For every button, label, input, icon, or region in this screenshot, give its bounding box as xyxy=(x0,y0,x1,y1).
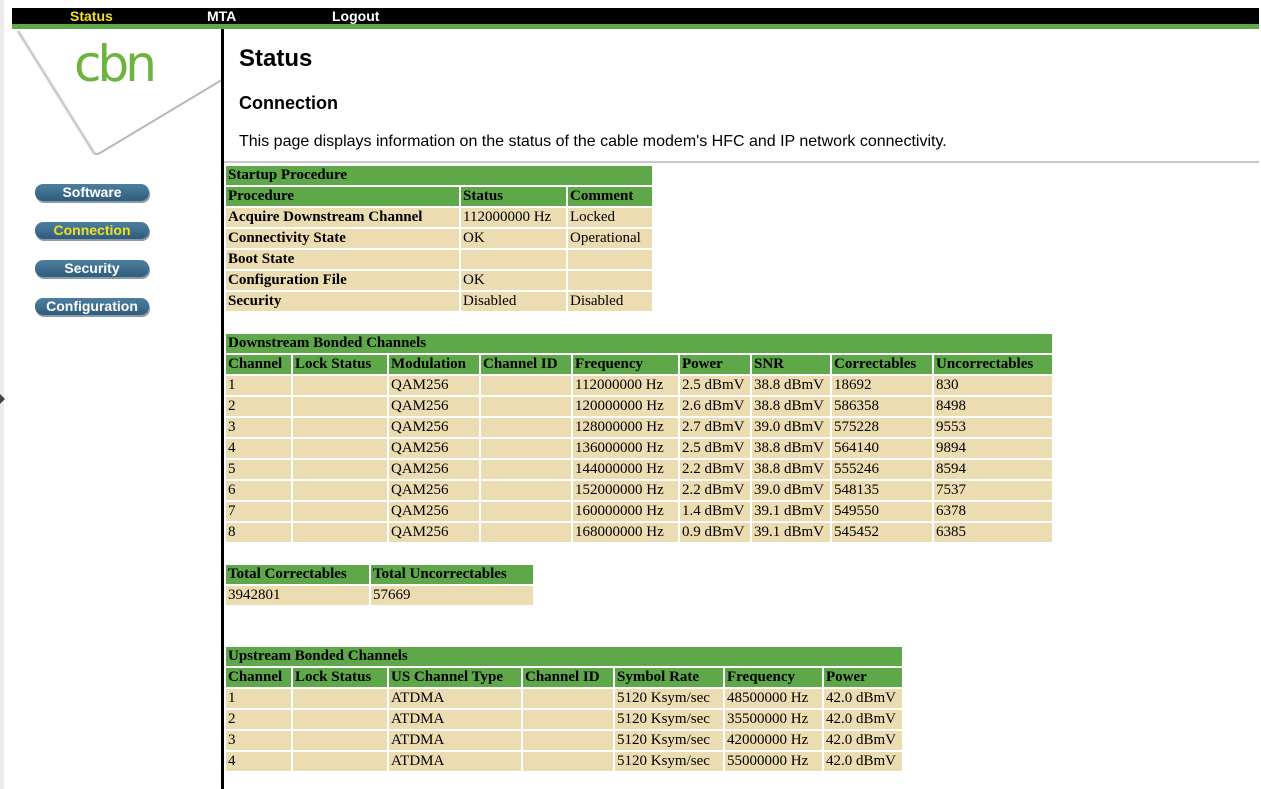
snr-cell: 39.1 dBmV xyxy=(752,502,830,521)
table-row xyxy=(226,460,1052,479)
upstream-table-caption: Upstream Bonded Channels xyxy=(226,647,902,666)
symbol-rate-cell: 5120 Ksym/sec xyxy=(615,710,723,729)
modulation-cell: QAM256 xyxy=(389,502,479,521)
downstream-header-correctables: Correctables xyxy=(832,355,932,374)
uncorrectables-cell: 6378 xyxy=(934,502,1052,521)
power-cell: 2.5 dBmV xyxy=(680,439,750,458)
channel-id-cell xyxy=(481,523,571,542)
table-row xyxy=(226,229,652,248)
channel-cell: 3 xyxy=(226,418,291,437)
lock-status-cell xyxy=(293,439,387,458)
nav-status-link[interactable]: Status xyxy=(70,8,113,24)
lock-status-cell xyxy=(293,481,387,500)
frequency-cell: 144000000 Hz xyxy=(573,460,678,479)
startup-comment-cell: Disabled xyxy=(568,292,652,311)
downstream-table-caption: Downstream Bonded Channels xyxy=(226,334,1052,353)
upstream-header-channel-id: Channel ID xyxy=(523,668,613,687)
correctables-cell: 548135 xyxy=(832,481,932,500)
power-cell: 2.6 dBmV xyxy=(680,397,750,416)
startup-comment-cell xyxy=(568,250,652,269)
lock-status-cell xyxy=(293,460,387,479)
upstream-header-frequency: Frequency xyxy=(725,668,822,687)
channel-id-cell xyxy=(481,418,571,437)
top-navigation-bar xyxy=(12,8,1259,24)
power-cell: 2.7 dBmV xyxy=(680,418,750,437)
table-row xyxy=(226,523,1052,542)
downstream-header-modulation: Modulation xyxy=(389,355,479,374)
uncorrectables-cell: 8498 xyxy=(934,397,1052,416)
correctables-cell: 575228 xyxy=(832,418,932,437)
lock-status-cell xyxy=(293,752,387,771)
downstream-header-channel: Channel xyxy=(226,355,291,374)
sidebar-configuration-button[interactable]: Configuration xyxy=(35,298,149,315)
total-uncorrectables-value: 57669 xyxy=(371,586,533,605)
channel-id-cell xyxy=(481,460,571,479)
table-row xyxy=(226,418,1052,437)
startup-status-cell: OK xyxy=(461,271,566,290)
channel-id-cell xyxy=(481,439,571,458)
startup-status-cell: Disabled xyxy=(461,292,566,311)
channel-id-cell xyxy=(523,752,613,771)
snr-cell: 39.0 dBmV xyxy=(752,481,830,500)
channel-id-cell xyxy=(481,376,571,395)
channel-id-cell xyxy=(523,710,613,729)
uncorrectables-cell: 830 xyxy=(934,376,1052,395)
table-row xyxy=(226,481,1052,500)
table-row xyxy=(226,208,652,227)
table-row xyxy=(226,752,902,771)
correctables-cell: 555246 xyxy=(832,460,932,479)
channel-cell: 7 xyxy=(226,502,291,521)
sidebar-software-button[interactable]: Software xyxy=(35,184,149,201)
lock-status-cell xyxy=(293,710,387,729)
startup-comment-cell: Operational xyxy=(568,229,652,248)
correctables-cell: 549550 xyxy=(832,502,932,521)
startup-procedure-cell: Security xyxy=(226,292,459,311)
sidebar-connection-button[interactable]: Connection xyxy=(35,222,149,239)
frequency-cell: 48500000 Hz xyxy=(725,689,822,708)
modulation-cell: QAM256 xyxy=(389,418,479,437)
frequency-cell: 35500000 Hz xyxy=(725,710,822,729)
modulation-cell: QAM256 xyxy=(389,523,479,542)
modulation-cell: QAM256 xyxy=(389,481,479,500)
uncorrectables-cell: 9553 xyxy=(934,418,1052,437)
channel-id-cell xyxy=(523,731,613,750)
lock-status-cell xyxy=(293,689,387,708)
snr-cell: 39.1 dBmV xyxy=(752,523,830,542)
startup-status-cell xyxy=(461,250,566,269)
lock-status-cell xyxy=(293,731,387,750)
downstream-header-channel-id: Channel ID xyxy=(481,355,571,374)
lock-status-cell xyxy=(293,523,387,542)
table-row xyxy=(226,502,1052,521)
totals-header-uncorrectables: Total Uncorrectables xyxy=(371,565,533,584)
symbol-rate-cell: 5120 Ksym/sec xyxy=(615,689,723,708)
startup-header-comment: Comment xyxy=(568,187,652,206)
startup-procedure-cell: Boot State xyxy=(226,250,459,269)
startup-comment-cell: Locked xyxy=(568,208,652,227)
channel-cell: 3 xyxy=(226,731,291,750)
us-channel-type-cell: ATDMA xyxy=(389,689,521,708)
frequency-cell: 136000000 Hz xyxy=(573,439,678,458)
channel-cell: 4 xyxy=(226,752,291,771)
frequency-cell: 112000000 Hz xyxy=(573,376,678,395)
snr-cell: 38.8 dBmV xyxy=(752,439,830,458)
upstream-header-power: Power xyxy=(824,668,902,687)
startup-procedure-cell: Acquire Downstream Channel xyxy=(226,208,459,227)
frequency-cell: 160000000 Hz xyxy=(573,502,678,521)
nav-mta-link[interactable]: MTA xyxy=(207,8,237,24)
table-row xyxy=(226,731,902,750)
channel-cell: 4 xyxy=(226,439,291,458)
table-row xyxy=(226,271,652,290)
snr-cell: 38.8 dBmV xyxy=(752,460,830,479)
channel-id-cell xyxy=(481,502,571,521)
startup-status-cell: OK xyxy=(461,229,566,248)
downstream-channels-table xyxy=(224,332,1054,544)
table-row xyxy=(226,586,533,605)
power-cell: 42.0 dBmV xyxy=(824,752,902,771)
startup-procedure-cell: Connectivity State xyxy=(226,229,459,248)
correctables-cell: 545452 xyxy=(832,523,932,542)
table-row xyxy=(226,292,652,311)
section-title: Connection xyxy=(239,93,338,113)
power-cell: 42.0 dBmV xyxy=(824,710,902,729)
symbol-rate-cell: 5120 Ksym/sec xyxy=(615,731,723,750)
table-row xyxy=(226,439,1052,458)
table-row xyxy=(226,376,1052,395)
channel-cell: 5 xyxy=(226,460,291,479)
sidebar-security-button[interactable]: Security xyxy=(35,260,149,277)
modulation-cell: QAM256 xyxy=(389,376,479,395)
uncorrectables-cell: 8594 xyxy=(934,460,1052,479)
channel-cell: 8 xyxy=(226,523,291,542)
cbn-logo xyxy=(12,29,222,159)
power-cell: 42.0 dBmV xyxy=(824,689,902,708)
channel-cell: 2 xyxy=(226,710,291,729)
frequency-cell: 152000000 Hz xyxy=(573,481,678,500)
frequency-cell: 120000000 Hz xyxy=(573,397,678,416)
downstream-header-snr: SNR xyxy=(752,355,830,374)
downstream-header-uncorrectables: Uncorrectables xyxy=(934,355,1052,374)
upstream-header-channel: Channel xyxy=(226,668,291,687)
frequency-cell: 128000000 Hz xyxy=(573,418,678,437)
snr-cell: 38.8 dBmV xyxy=(752,376,830,395)
table-row xyxy=(226,710,902,729)
nav-logout-link[interactable]: Logout xyxy=(332,8,380,24)
table-row xyxy=(226,689,902,708)
power-cell: 0.9 dBmV xyxy=(680,523,750,542)
upstream-channels-table xyxy=(224,645,904,773)
totals-table xyxy=(224,563,535,607)
upstream-header-lock-status: Lock Status xyxy=(293,668,387,687)
uncorrectables-cell: 9894 xyxy=(934,439,1052,458)
header-divider xyxy=(224,161,1259,163)
table-row xyxy=(226,397,1052,416)
startup-table-caption: Startup Procedure xyxy=(226,166,652,185)
expand-arrow-icon[interactable] xyxy=(0,394,5,404)
modulation-cell: QAM256 xyxy=(389,460,479,479)
frequency-cell: 55000000 Hz xyxy=(725,752,822,771)
channel-id-cell xyxy=(481,481,571,500)
us-channel-type-cell: ATDMA xyxy=(389,752,521,771)
upstream-header-symbol-rate: Symbol Rate xyxy=(615,668,723,687)
totals-header-correctables: Total Correctables xyxy=(226,565,369,584)
upstream-header-us-channel-type: US Channel Type xyxy=(389,668,521,687)
channel-cell: 1 xyxy=(226,689,291,708)
modulation-cell: QAM256 xyxy=(389,439,479,458)
correctables-cell: 564140 xyxy=(832,439,932,458)
total-correctables-value: 3942801 xyxy=(226,586,369,605)
page-description: This page displays information on the status of the cable modem's HFC and IP network connectivity. xyxy=(239,133,947,150)
correctables-cell: 586358 xyxy=(832,397,932,416)
uncorrectables-cell: 6385 xyxy=(934,523,1052,542)
lock-status-cell xyxy=(293,502,387,521)
power-cell: 2.5 dBmV xyxy=(680,376,750,395)
downstream-header-power: Power xyxy=(680,355,750,374)
table-row xyxy=(226,250,652,269)
downstream-header-frequency: Frequency xyxy=(573,355,678,374)
frequency-cell: 42000000 Hz xyxy=(725,731,822,750)
snr-cell: 38.8 dBmV xyxy=(752,397,830,416)
startup-comment-cell xyxy=(568,271,652,290)
startup-header-procedure: Procedure xyxy=(226,187,459,206)
channel-id-cell xyxy=(523,689,613,708)
us-channel-type-cell: ATDMA xyxy=(389,710,521,729)
us-channel-type-cell: ATDMA xyxy=(389,731,521,750)
power-cell: 2.2 dBmV xyxy=(680,481,750,500)
power-cell: 2.2 dBmV xyxy=(680,460,750,479)
correctables-cell: 18692 xyxy=(832,376,932,395)
startup-procedure-cell: Configuration File xyxy=(226,271,459,290)
startup-status-cell: 112000000 Hz xyxy=(461,208,566,227)
modulation-cell: QAM256 xyxy=(389,397,479,416)
channel-cell: 6 xyxy=(226,481,291,500)
page-title: Status xyxy=(239,45,313,72)
lock-status-cell xyxy=(293,376,387,395)
power-cell: 42.0 dBmV xyxy=(824,731,902,750)
channel-cell: 2 xyxy=(226,397,291,416)
power-cell: 1.4 dBmV xyxy=(680,502,750,521)
lock-status-cell xyxy=(293,397,387,416)
symbol-rate-cell: 5120 Ksym/sec xyxy=(615,752,723,771)
channel-id-cell xyxy=(481,397,571,416)
channel-cell: 1 xyxy=(226,376,291,395)
logo-text: cbn xyxy=(74,35,153,93)
downstream-header-lock-status: Lock Status xyxy=(293,355,387,374)
frequency-cell: 168000000 Hz xyxy=(573,523,678,542)
lock-status-cell xyxy=(293,418,387,437)
startup-procedure-table xyxy=(224,164,654,313)
snr-cell: 39.0 dBmV xyxy=(752,418,830,437)
uncorrectables-cell: 7537 xyxy=(934,481,1052,500)
startup-header-status: Status xyxy=(461,187,566,206)
